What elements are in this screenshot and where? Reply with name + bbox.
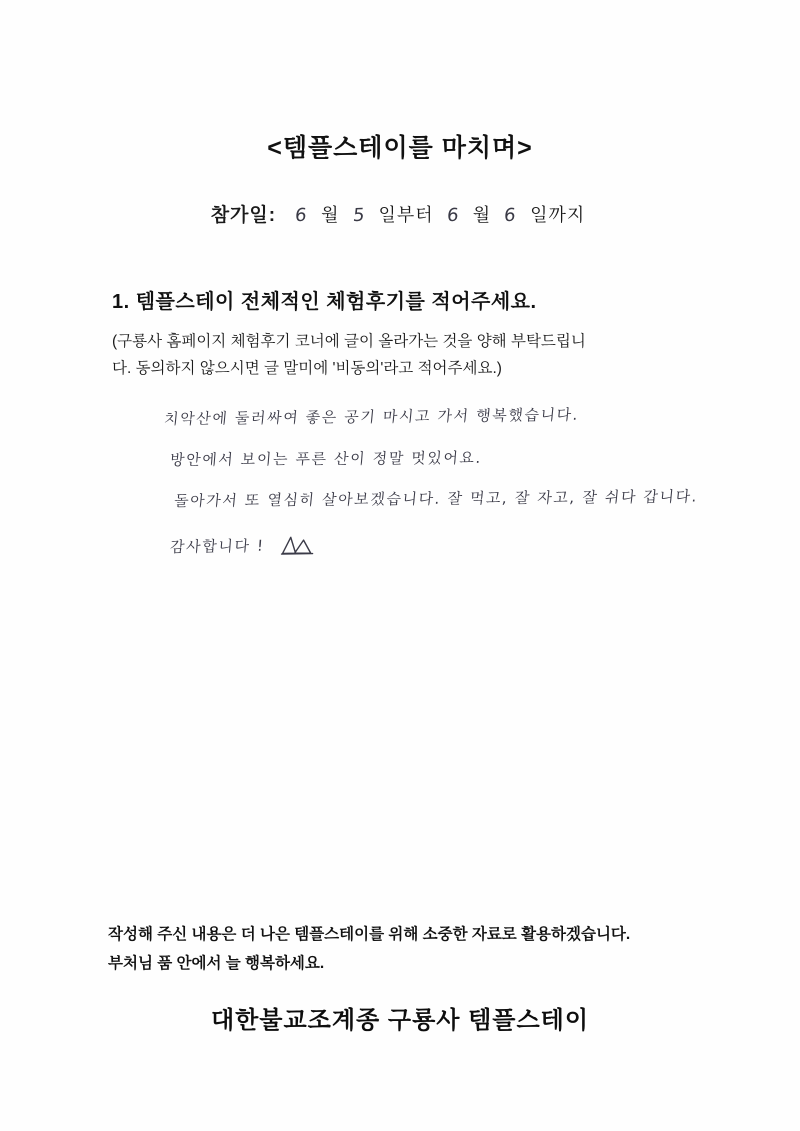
- end-day-suffix: 일까지: [530, 205, 586, 225]
- end-month-value: 6: [445, 204, 461, 227]
- page-title: <템플스테이를 마치며>: [267, 134, 533, 162]
- handwritten-answer: [160, 405, 740, 586]
- question-1-note-line-1: (구룡사 홈페이지 체험후기 코너에 글이 올라가는 것을 양해 부탁드립니: [112, 333, 586, 350]
- footer-note: [108, 920, 728, 979]
- footer-note-line-1: 작성해 주신 내용은 더 나은 템플스테이를 위해 소중한 자료로 활용하겠습니다.: [108, 926, 631, 943]
- participation-date-line: [0, 200, 800, 227]
- answer-line-4: [169, 527, 741, 560]
- start-day-suffix: 일부터: [378, 205, 434, 225]
- end-month-unit: 월: [472, 205, 492, 225]
- answer-line-2: 방안에서 보이는 푸른 산이 정말 멋있어요.: [169, 448, 483, 469]
- answer-line-3: 돌아가서 또 열심히 살아보겠습니다. 잘 먹고, 잘 자고, 잘 쉬다 갑니다.: [173, 487, 699, 510]
- organization-name: 대한불교조계종 구룡사 템플스테이: [210, 1007, 590, 1034]
- answer-line-1: 치악산에 둘러싸여 좋은 공기 마시고 가서 행복했습니다.: [163, 405, 580, 428]
- start-month-value: 6: [294, 204, 309, 227]
- question-1-heading: 1. 템플스테이 전체적인 체험후기를 적어주세요.: [112, 291, 537, 313]
- start-day-value: 5: [351, 204, 367, 227]
- end-day-value: 6: [503, 204, 518, 227]
- mountain-doodle-icon: [280, 533, 316, 558]
- question-1-note-line-2: 다. 동의하지 않으시면 글 말미에 '비동의'라고 적어주세요.): [112, 360, 502, 378]
- start-month-unit: 월: [321, 205, 340, 225]
- question-1-note: [112, 328, 702, 382]
- footer-note-line-2: 부처님 품 안에서 늘 행복하세요.: [108, 955, 325, 973]
- participation-date-label: 참가일:: [210, 205, 277, 226]
- answer-line-4-text: 감사합니다 !: [169, 536, 266, 556]
